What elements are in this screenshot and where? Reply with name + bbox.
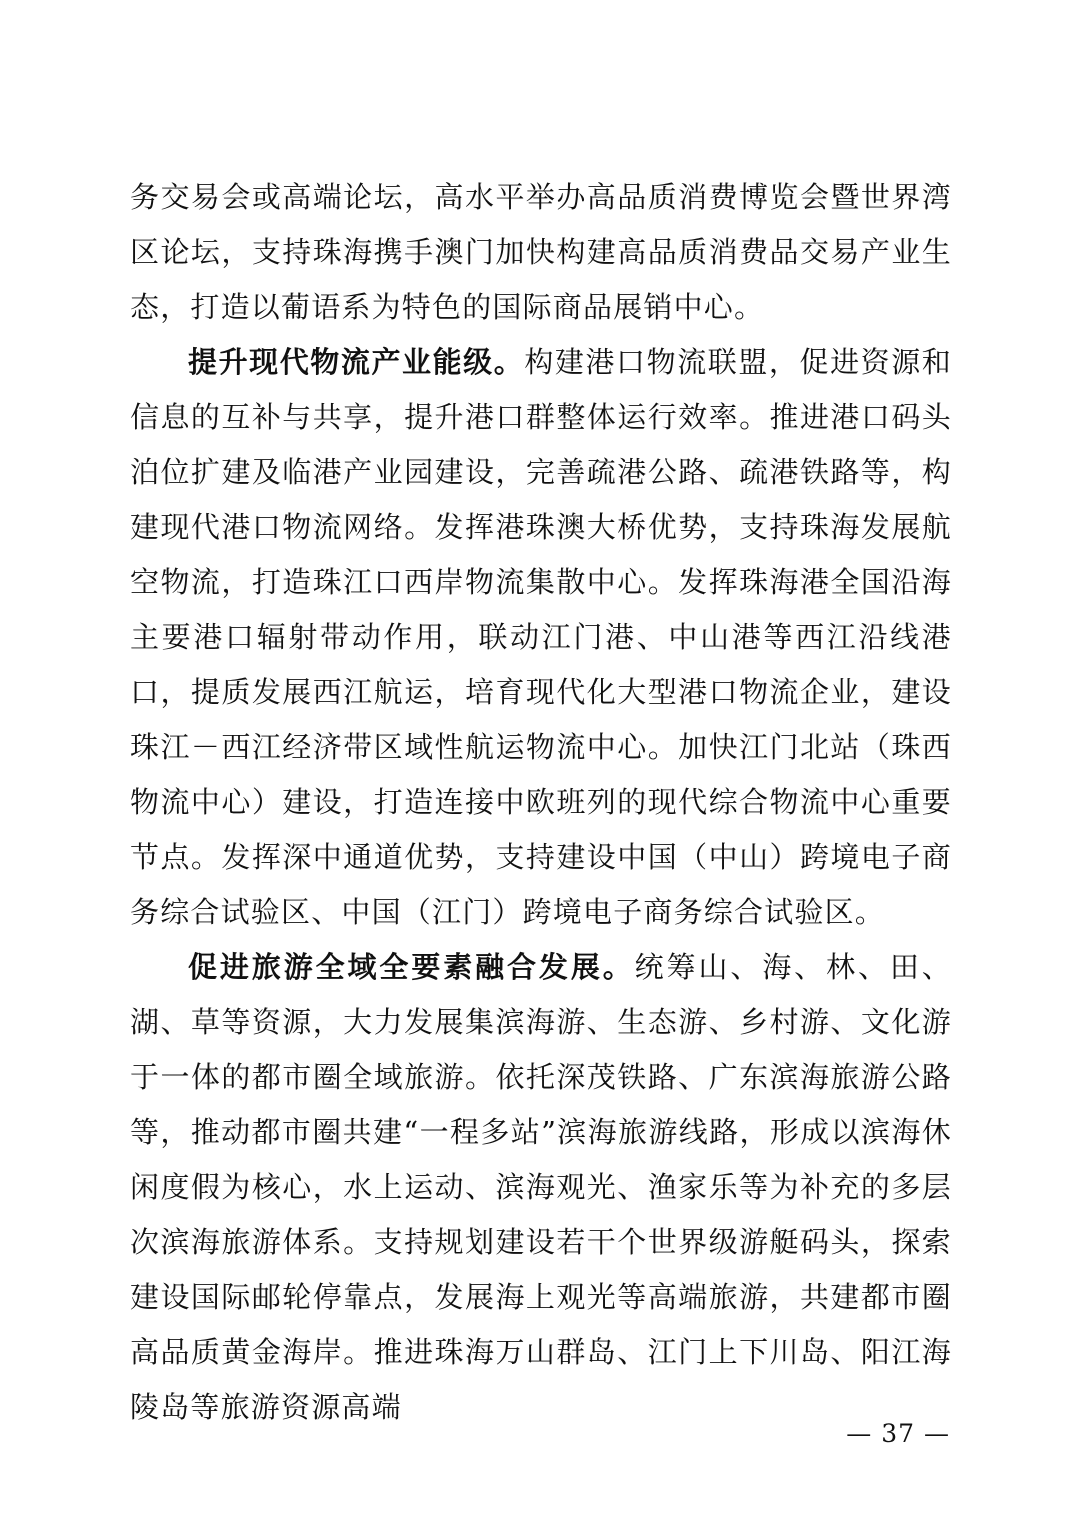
- paragraph-continuation: [130, 170, 952, 335]
- paragraph-text: 务交易会或高端论坛，高水平举办高品质消费博览会暨世界湾区论坛，支持珠海携手澳门加快构建高品质消费品交易产业生态，打造以葡语系为特色的国际商品展销中心。: [130, 180, 952, 324]
- paragraph-logistics: [130, 335, 952, 940]
- paragraph-heading: 促进旅游全域全要素融合发展。: [188, 950, 635, 984]
- paragraph-text: 统筹山、海、林、田、湖、草等资源，大力发展集滨海游、生态游、乡村游、文化游于一体的都市圈全域旅游。依托深茂铁路、广东滨海旅游公路等，推动都市圈共建“一程多站”滨海旅游线路，形成以滨海休闲度假为核心，水上运动、滨海观光、渔家乐等为补充的多层次滨海旅游体系。支持规划建设若干个世界级游艇码头，探索建设国际邮轮停靠点，发展海上观光等高端旅游，共建都市圈高品质黄金海岸。推进珠海万山群岛、江门上下川岛、阳江海陵岛等旅游资源高端: [130, 950, 952, 1424]
- paragraph-tourism: [130, 940, 952, 1435]
- paragraph-text: 构建港口物流联盟，促进资源和信息的互补与共享，提升港口群整体运行效率。推进港口码头泊位扩建及临港产业园建设，完善疏港公路、疏港铁路等，构建现代港口物流网络。发挥港珠澳大桥优势，支持珠海发展航空物流，打造珠江口西岸物流集散中心。发挥珠海港全国沿海主要港口辐射带动作用，联动江门港、中山港等西江沿线港口，提质发展西江航运，培育现代化大型港口物流企业，建设珠江－西江经济带区域性航运物流中心。加快江门北站（珠西物流中心）建设，打造连接中欧班列的现代综合物流中心重要节点。发挥深中通道优势，支持建设中国（中山）跨境电子商务综合试验区、中国（江门）跨境电子商务综合试验区。: [130, 345, 952, 929]
- paragraph-heading: 提升现代物流产业能级。: [188, 345, 525, 379]
- page-number: — 37 —: [846, 1419, 950, 1448]
- document-body: [130, 170, 952, 1435]
